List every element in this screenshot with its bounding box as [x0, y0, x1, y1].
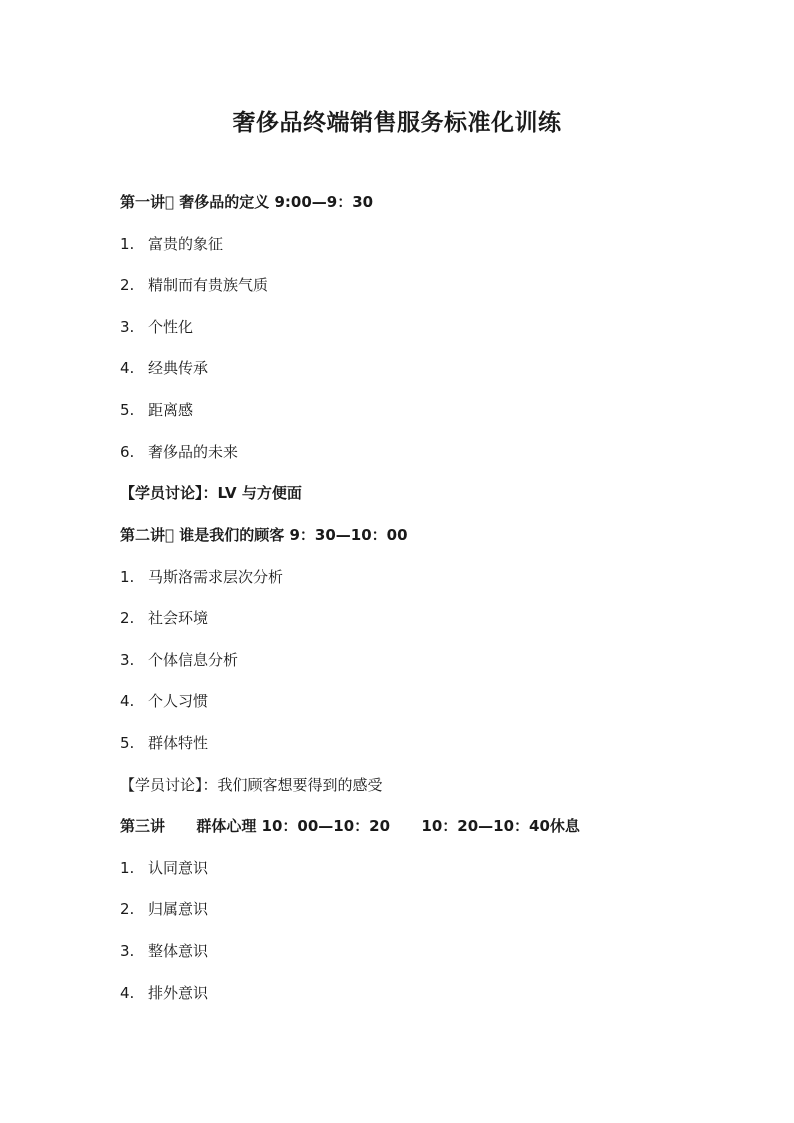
- list-item: 3. 个体信息分析: [120, 651, 239, 669]
- section-1-discussion: 【学员讨论】：LV 与方便面: [120, 484, 302, 502]
- list-item: 6. 奢侈品的未来: [120, 443, 239, 461]
- section-3-heading: 第三讲 群体心理 10：00—10：20 10：20—10：40休息: [120, 817, 580, 835]
- list-item: 3. 整体意识: [120, 942, 209, 960]
- list-item: 1. 认同意识: [120, 859, 209, 877]
- list-item: 4. 个人习惯: [120, 692, 209, 710]
- list-item: 2. 归属意识: [120, 900, 209, 918]
- list-item: 1. 富贵的象征: [120, 235, 224, 253]
- list-item: 4. 排外意识: [120, 984, 209, 1002]
- document-title: 奢侈品终端销售服务标准化训练: [232, 110, 562, 136]
- section-2-discussion: 【学员讨论】：我们顾客想要得到的感受: [120, 776, 383, 794]
- list-item: 5. 距离感: [120, 401, 194, 419]
- list-item: 4. 经典传承: [120, 359, 209, 377]
- list-item: 1. 马斯洛需求层次分析: [120, 568, 284, 586]
- list-item: 5. 群体特性: [120, 734, 209, 752]
- list-item: 2. 精制而有贵族气质: [120, 276, 269, 294]
- list-item: 3. 个性化: [120, 318, 194, 336]
- list-item: 2. 社会环境: [120, 609, 209, 627]
- section-1-heading: 第一讲  奢侈品的定义 9:00—9：30: [120, 193, 374, 211]
- section-2-heading: 第二讲  谁是我们的顾客 9：30—10：00: [120, 526, 408, 544]
